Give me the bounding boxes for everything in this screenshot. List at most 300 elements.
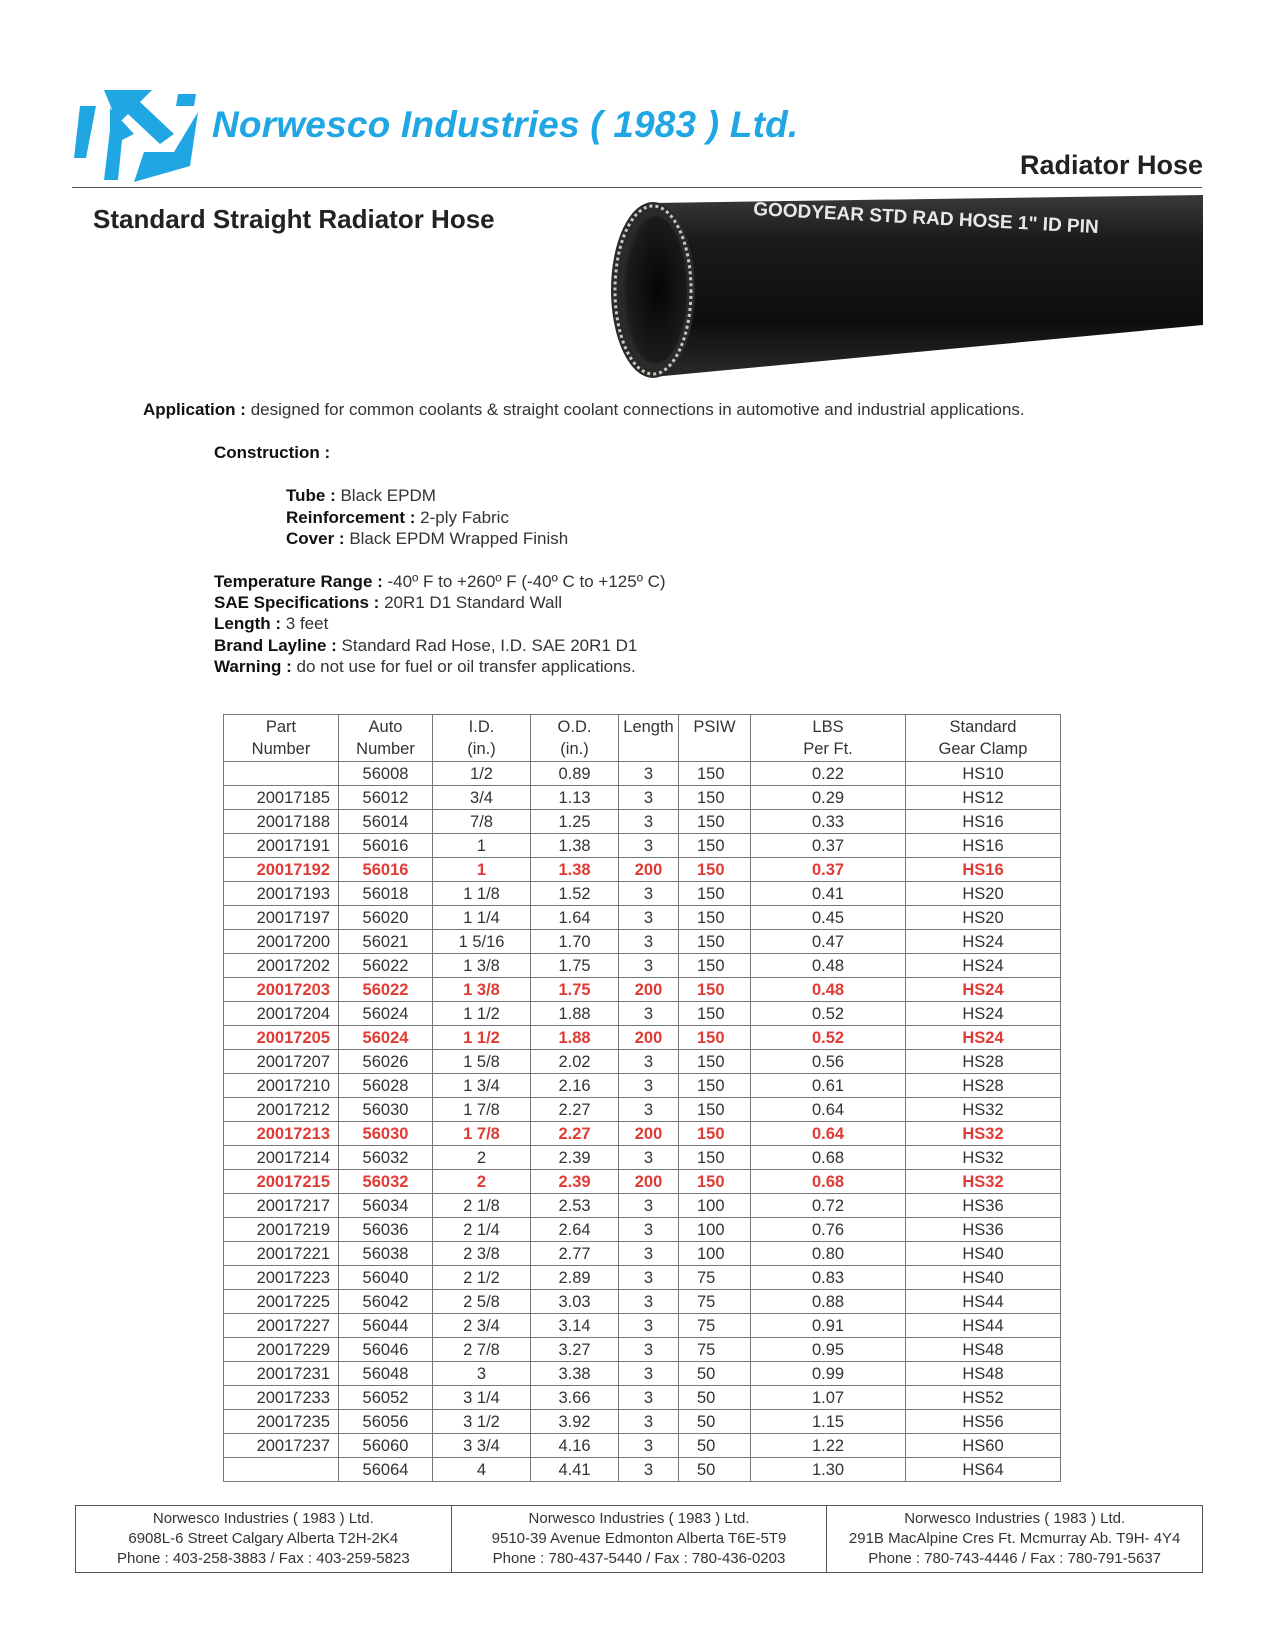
cell-auto-number: 56052 <box>339 1386 433 1410</box>
cell-psiw: 150 <box>679 786 751 810</box>
cell-id: 1/2 <box>433 762 531 786</box>
table-row <box>224 1290 1061 1314</box>
table-row <box>224 1386 1061 1410</box>
cell-id: 3 <box>433 1362 531 1386</box>
cell-gear-clamp: HS44 <box>906 1314 1061 1338</box>
cell-length: 3 <box>619 1074 679 1098</box>
table-row <box>224 906 1061 930</box>
header-gear-clamp: Standard Gear Clamp <box>906 715 1061 762</box>
cell-psiw: 150 <box>679 1002 751 1026</box>
cell-od: 3.38 <box>531 1362 619 1386</box>
cell-part-number: 20017210 <box>224 1074 339 1098</box>
cell-part-number: 20017185 <box>224 786 339 810</box>
cell-lbs-per-ft: 0.29 <box>751 786 906 810</box>
cell-lbs-per-ft: 1.30 <box>751 1458 906 1482</box>
cell-id: 1 1/2 <box>433 1002 531 1026</box>
cell-auto-number: 56048 <box>339 1362 433 1386</box>
footer-address: 6908L-6 Street Calgary Alberta T2H-2K4 <box>128 1530 399 1547</box>
cell-gear-clamp: HS32 <box>906 1146 1061 1170</box>
cell-od: 4.41 <box>531 1458 619 1482</box>
cell-length: 3 <box>619 1458 679 1482</box>
cell-part-number: 20017193 <box>224 882 339 906</box>
cell-psiw: 50 <box>679 1458 751 1482</box>
cell-psiw: 150 <box>679 1026 751 1050</box>
table-row <box>224 978 1061 1002</box>
cell-psiw: 150 <box>679 762 751 786</box>
cell-gear-clamp: HS28 <box>906 1074 1061 1098</box>
footer-address: 9510-39 Avenue Edmonton Alberta T6E-5T9 <box>491 1530 787 1547</box>
temperature-label: Temperature Range : <box>214 572 383 591</box>
cell-psiw: 150 <box>679 930 751 954</box>
cell-part-number: 20017192 <box>224 858 339 882</box>
cell-part-number: 20017237 <box>224 1434 339 1458</box>
cell-auto-number: 56030 <box>339 1098 433 1122</box>
cell-od: 1.70 <box>531 930 619 954</box>
table-row <box>224 1242 1061 1266</box>
cell-lbs-per-ft: 1.07 <box>751 1386 906 1410</box>
cell-part-number: 20017225 <box>224 1290 339 1314</box>
header-id: I.D. (in.) <box>433 715 531 762</box>
cell-id: 3 1/4 <box>433 1386 531 1410</box>
cell-auto-number: 56028 <box>339 1074 433 1098</box>
cell-psiw: 150 <box>679 906 751 930</box>
cell-psiw: 150 <box>679 1170 751 1194</box>
cell-od: 3.92 <box>531 1410 619 1434</box>
cell-part-number: 20017227 <box>224 1314 339 1338</box>
cell-part-number: 20017207 <box>224 1050 339 1074</box>
cell-part-number: 20017221 <box>224 1242 339 1266</box>
cell-gear-clamp: HS24 <box>906 930 1061 954</box>
header-od: O.D. (in.) <box>531 715 619 762</box>
cell-part-number: 20017212 <box>224 1098 339 1122</box>
cell-auto-number: 56026 <box>339 1050 433 1074</box>
cell-gear-clamp: HS36 <box>906 1218 1061 1242</box>
cell-auto-number: 56016 <box>339 834 433 858</box>
cell-lbs-per-ft: 0.64 <box>751 1122 906 1146</box>
cell-length: 3 <box>619 834 679 858</box>
cell-id: 1 3/4 <box>433 1074 531 1098</box>
tube-line <box>286 486 436 506</box>
cell-lbs-per-ft: 0.48 <box>751 954 906 978</box>
cell-length: 3 <box>619 1098 679 1122</box>
reinforcement-label: Reinforcement : <box>286 508 416 527</box>
cell-gear-clamp: HS32 <box>906 1098 1061 1122</box>
tube-label: Tube : <box>286 486 336 505</box>
cell-part-number: 20017219 <box>224 1218 339 1242</box>
header-lbs-per-ft: LBS Per Ft. <box>751 715 906 762</box>
table-row <box>224 882 1061 906</box>
cell-length: 3 <box>619 1146 679 1170</box>
cell-length: 200 <box>619 1026 679 1050</box>
length-line <box>214 614 328 634</box>
application-value: designed for common coolants & straight coolant connections in automotive and industrial applications. <box>250 400 1025 419</box>
table-row <box>224 1338 1061 1362</box>
cell-od: 3.27 <box>531 1338 619 1362</box>
cell-lbs-per-ft: 1.22 <box>751 1434 906 1458</box>
cell-length: 3 <box>619 906 679 930</box>
cell-auto-number: 56038 <box>339 1242 433 1266</box>
cell-gear-clamp: HS40 <box>906 1266 1061 1290</box>
cell-od: 4.16 <box>531 1434 619 1458</box>
cell-od: 2.16 <box>531 1074 619 1098</box>
cell-gear-clamp: HS20 <box>906 882 1061 906</box>
cell-auto-number: 56024 <box>339 1026 433 1050</box>
cell-length: 3 <box>619 1194 679 1218</box>
footer-phone: Phone : 780-743-4446 / Fax : 780-791-5637 <box>868 1550 1162 1567</box>
cell-auto-number: 56030 <box>339 1122 433 1146</box>
product-title: Standard Straight Radiator Hose <box>93 204 495 234</box>
cell-od: 3.66 <box>531 1386 619 1410</box>
cell-length: 200 <box>619 858 679 882</box>
cell-part-number: 20017202 <box>224 954 339 978</box>
cell-id: 1 <box>433 858 531 882</box>
cell-length: 3 <box>619 1266 679 1290</box>
cell-id: 1 5/8 <box>433 1050 531 1074</box>
temperature-line <box>214 572 666 592</box>
warning-label: Warning : <box>214 657 292 676</box>
cell-id: 2 5/8 <box>433 1290 531 1314</box>
cell-lbs-per-ft: 0.91 <box>751 1314 906 1338</box>
table-body <box>224 762 1061 1482</box>
cover-line <box>286 529 568 549</box>
cell-od: 2.53 <box>531 1194 619 1218</box>
cell-lbs-per-ft: 0.72 <box>751 1194 906 1218</box>
cell-id: 3 3/4 <box>433 1434 531 1458</box>
cell-od: 2.64 <box>531 1218 619 1242</box>
cell-psiw: 150 <box>679 978 751 1002</box>
hose-layline: GOODYEAR STD RAD HOSE 1" ID PIN <box>752 199 1100 239</box>
length-value: 3 feet <box>285 614 329 633</box>
cell-lbs-per-ft: 0.52 <box>751 1026 906 1050</box>
cell-id: 1 1/8 <box>433 882 531 906</box>
cell-gear-clamp: HS20 <box>906 906 1061 930</box>
cell-psiw: 150 <box>679 858 751 882</box>
cell-length: 3 <box>619 1314 679 1338</box>
warning-value: do not use for fuel or oil transfer applications. <box>296 657 636 676</box>
table-row <box>224 954 1061 978</box>
cell-gear-clamp: HS16 <box>906 834 1061 858</box>
cell-id: 2 1/8 <box>433 1194 531 1218</box>
cell-id: 1 5/16 <box>433 930 531 954</box>
header-length: Length <box>619 715 679 762</box>
table-row <box>224 834 1061 858</box>
table-row <box>224 1002 1061 1026</box>
table-row <box>224 858 1061 882</box>
cell-length: 3 <box>619 882 679 906</box>
cell-length: 3 <box>619 1290 679 1314</box>
cell-part-number <box>224 762 339 786</box>
cell-gear-clamp: HS48 <box>906 1338 1061 1362</box>
cell-gear-clamp: HS64 <box>906 1458 1061 1482</box>
table-row <box>224 1146 1061 1170</box>
length-label: Length : <box>214 614 282 633</box>
table-row <box>224 762 1061 786</box>
cell-lbs-per-ft: 0.83 <box>751 1266 906 1290</box>
cell-length: 3 <box>619 954 679 978</box>
cell-length: 3 <box>619 1338 679 1362</box>
footer-company-name: Norwesco Industries ( 1983 ) Ltd. <box>152 1510 374 1527</box>
cell-part-number: 20017231 <box>224 1362 339 1386</box>
cell-lbs-per-ft: 0.33 <box>751 810 906 834</box>
cell-od: 1.88 <box>531 1026 619 1050</box>
cell-od: 1.52 <box>531 882 619 906</box>
table-row <box>224 1170 1061 1194</box>
cell-od: 3.03 <box>531 1290 619 1314</box>
cell-auto-number: 56032 <box>339 1170 433 1194</box>
cell-psiw: 75 <box>679 1338 751 1362</box>
cell-auto-number: 56044 <box>339 1314 433 1338</box>
cell-od: 1.38 <box>531 834 619 858</box>
temperature-value: -40º F to +260º F (-40º C to +125º C) <box>387 572 666 591</box>
cell-id: 1 7/8 <box>433 1122 531 1146</box>
cell-auto-number: 56032 <box>339 1146 433 1170</box>
cell-od: 2.02 <box>531 1050 619 1074</box>
cell-lbs-per-ft: 0.68 <box>751 1170 906 1194</box>
tube-value: Black EPDM <box>340 486 436 505</box>
cell-gear-clamp: HS24 <box>906 978 1061 1002</box>
cell-length: 3 <box>619 786 679 810</box>
cell-psiw: 150 <box>679 882 751 906</box>
cell-length: 3 <box>619 1410 679 1434</box>
cell-lbs-per-ft: 0.52 <box>751 1002 906 1026</box>
cell-lbs-per-ft: 0.47 <box>751 930 906 954</box>
cell-id: 2 <box>433 1146 531 1170</box>
table-row <box>224 810 1061 834</box>
cell-lbs-per-ft: 0.99 <box>751 1362 906 1386</box>
cell-gear-clamp: HS36 <box>906 1194 1061 1218</box>
application-line <box>143 400 1025 420</box>
cell-id: 1 3/8 <box>433 954 531 978</box>
cell-lbs-per-ft: 0.48 <box>751 978 906 1002</box>
cell-psiw: 75 <box>679 1266 751 1290</box>
layline-value: Standard Rad Hose, I.D. SAE 20R1 D1 <box>341 636 638 655</box>
cell-psiw: 150 <box>679 834 751 858</box>
company-name: Norwesco Industries ( 1983 ) Ltd. <box>212 104 799 145</box>
cell-part-number: 20017217 <box>224 1194 339 1218</box>
table-row <box>224 1026 1061 1050</box>
cell-length: 3 <box>619 1242 679 1266</box>
cell-id: 2 <box>433 1170 531 1194</box>
cell-length: 3 <box>619 1218 679 1242</box>
cell-gear-clamp: HS16 <box>906 810 1061 834</box>
cell-lbs-per-ft: 0.37 <box>751 858 906 882</box>
cell-auto-number: 56020 <box>339 906 433 930</box>
sae-line <box>214 593 562 613</box>
cell-auto-number: 56046 <box>339 1338 433 1362</box>
cell-gear-clamp: HS24 <box>906 1026 1061 1050</box>
cell-length: 200 <box>619 978 679 1002</box>
table-row <box>224 1362 1061 1386</box>
cell-part-number: 20017214 <box>224 1146 339 1170</box>
cell-part-number <box>224 1458 339 1482</box>
cell-lbs-per-ft: 0.45 <box>751 906 906 930</box>
hose-spec-table <box>223 714 1061 1482</box>
cell-od: 2.39 <box>531 1146 619 1170</box>
cell-part-number: 20017223 <box>224 1266 339 1290</box>
cell-psiw: 75 <box>679 1314 751 1338</box>
cell-length: 200 <box>619 1122 679 1146</box>
cell-id: 1 1/2 <box>433 1026 531 1050</box>
table-row <box>224 1074 1061 1098</box>
cover-label: Cover : <box>286 529 345 548</box>
table-row <box>224 1194 1061 1218</box>
cell-part-number: 20017205 <box>224 1026 339 1050</box>
cell-psiw: 150 <box>679 1074 751 1098</box>
cell-auto-number: 56036 <box>339 1218 433 1242</box>
cell-gear-clamp: HS32 <box>906 1170 1061 1194</box>
cell-auto-number: 56064 <box>339 1458 433 1482</box>
cell-auto-number: 56012 <box>339 786 433 810</box>
cell-id: 1 7/8 <box>433 1098 531 1122</box>
cell-lbs-per-ft: 0.68 <box>751 1146 906 1170</box>
cell-od: 2.39 <box>531 1170 619 1194</box>
cell-length: 3 <box>619 810 679 834</box>
cell-od: 3.14 <box>531 1314 619 1338</box>
header-divider <box>72 187 1202 188</box>
cell-gear-clamp: HS16 <box>906 858 1061 882</box>
cell-length: 3 <box>619 1434 679 1458</box>
cell-part-number: 20017197 <box>224 906 339 930</box>
cell-auto-number: 56024 <box>339 1002 433 1026</box>
cell-psiw: 50 <box>679 1362 751 1386</box>
cell-auto-number: 56018 <box>339 882 433 906</box>
footer-address: 291B MacAlpine Cres Ft. Mcmurray Ab. T9H- 4Y4 <box>848 1530 1181 1547</box>
cell-auto-number: 56014 <box>339 810 433 834</box>
cell-psiw: 100 <box>679 1194 751 1218</box>
cell-length: 3 <box>619 1386 679 1410</box>
layline-label: Brand Layline : <box>214 636 337 655</box>
cell-gear-clamp: HS28 <box>906 1050 1061 1074</box>
section-title: Radiator Hose <box>1019 150 1203 180</box>
hose-image <box>603 195 1203 395</box>
cell-od: 1.75 <box>531 954 619 978</box>
table-row <box>224 1218 1061 1242</box>
cell-gear-clamp: HS10 <box>906 762 1061 786</box>
cell-gear-clamp: HS52 <box>906 1386 1061 1410</box>
cell-lbs-per-ft: 0.22 <box>751 762 906 786</box>
cell-part-number: 20017203 <box>224 978 339 1002</box>
cell-part-number: 20017188 <box>224 810 339 834</box>
cell-od: 1.25 <box>531 810 619 834</box>
cell-gear-clamp: HS60 <box>906 1434 1061 1458</box>
cell-lbs-per-ft: 1.15 <box>751 1410 906 1434</box>
construction-label: Construction : <box>214 443 331 462</box>
cell-auto-number: 56060 <box>339 1434 433 1458</box>
footer-phone: Phone : 403-258-3883 / Fax : 403-259-5823 <box>116 1550 410 1567</box>
cell-od: 1.13 <box>531 786 619 810</box>
table-row <box>224 1050 1061 1074</box>
sae-value: 20R1 D1 Standard Wall <box>384 593 563 612</box>
cell-gear-clamp: HS40 <box>906 1242 1061 1266</box>
cell-psiw: 150 <box>679 810 751 834</box>
cell-od: 2.89 <box>531 1266 619 1290</box>
cell-id: 2 1/2 <box>433 1266 531 1290</box>
cell-id: 2 3/8 <box>433 1242 531 1266</box>
cell-psiw: 75 <box>679 1290 751 1314</box>
cell-part-number: 20017215 <box>224 1170 339 1194</box>
reinforcement-value: 2-ply Fabric <box>420 508 509 527</box>
table-row <box>224 1266 1061 1290</box>
cell-psiw: 150 <box>679 1146 751 1170</box>
footer-company-name: Norwesco Industries ( 1983 ) Ltd. <box>528 1510 750 1527</box>
cell-part-number: 20017235 <box>224 1410 339 1434</box>
construction-line <box>214 443 330 463</box>
cell-part-number: 20017191 <box>224 834 339 858</box>
cell-id: 1 1/4 <box>433 906 531 930</box>
cell-psiw: 100 <box>679 1218 751 1242</box>
cell-auto-number: 56042 <box>339 1290 433 1314</box>
cell-lbs-per-ft: 0.76 <box>751 1218 906 1242</box>
cell-id: 4 <box>433 1458 531 1482</box>
layline-line <box>214 636 637 656</box>
cell-psiw: 150 <box>679 1050 751 1074</box>
cell-part-number: 20017233 <box>224 1386 339 1410</box>
cell-id: 2 3/4 <box>433 1314 531 1338</box>
cell-psiw: 50 <box>679 1410 751 1434</box>
cell-gear-clamp: HS32 <box>906 1122 1061 1146</box>
cover-value: Black EPDM Wrapped Finish <box>349 529 569 548</box>
cell-od: 2.77 <box>531 1242 619 1266</box>
cell-od: 2.27 <box>531 1098 619 1122</box>
cell-lbs-per-ft: 0.41 <box>751 882 906 906</box>
cell-gear-clamp: HS48 <box>906 1362 1061 1386</box>
cell-length: 200 <box>619 1170 679 1194</box>
table-row <box>224 1122 1061 1146</box>
cell-auto-number: 56040 <box>339 1266 433 1290</box>
cell-part-number: 20017213 <box>224 1122 339 1146</box>
table-row <box>224 1434 1061 1458</box>
footer-company-name: Norwesco Industries ( 1983 ) Ltd. <box>904 1510 1126 1527</box>
cell-auto-number: 56016 <box>339 858 433 882</box>
footer-locations <box>75 1505 1203 1573</box>
header-part-number: Part Number <box>224 715 339 762</box>
cell-part-number: 20017200 <box>224 930 339 954</box>
footer-location-fort-mcmurray <box>827 1506 1203 1573</box>
cell-length: 3 <box>619 1050 679 1074</box>
table-header-row <box>224 715 1061 762</box>
application-label: Application : <box>143 400 246 419</box>
footer-phone: Phone : 780-437-5440 / Fax : 780-436-0203 <box>492 1550 786 1567</box>
cell-id: 1 <box>433 834 531 858</box>
cell-lbs-per-ft: 0.95 <box>751 1338 906 1362</box>
cell-od: 1.75 <box>531 978 619 1002</box>
cell-psiw: 150 <box>679 1122 751 1146</box>
reinforcement-line <box>286 508 509 528</box>
cell-id: 3/4 <box>433 786 531 810</box>
cell-id: 7/8 <box>433 810 531 834</box>
cell-od: 2.27 <box>531 1122 619 1146</box>
cell-auto-number: 56034 <box>339 1194 433 1218</box>
cell-part-number: 20017204 <box>224 1002 339 1026</box>
cell-id: 2 1/4 <box>433 1218 531 1242</box>
cell-part-number: 20017229 <box>224 1338 339 1362</box>
cell-length: 3 <box>619 1002 679 1026</box>
header-psiw: PSIW <box>679 715 751 762</box>
cell-length: 3 <box>619 762 679 786</box>
cell-gear-clamp: HS44 <box>906 1290 1061 1314</box>
table-row <box>224 786 1061 810</box>
cell-psiw: 100 <box>679 1242 751 1266</box>
cell-lbs-per-ft: 0.88 <box>751 1290 906 1314</box>
footer-location-calgary <box>76 1506 452 1573</box>
cell-od: 0.89 <box>531 762 619 786</box>
cell-gear-clamp: HS12 <box>906 786 1061 810</box>
cell-auto-number: 56008 <box>339 762 433 786</box>
cell-lbs-per-ft: 0.61 <box>751 1074 906 1098</box>
cell-od: 1.38 <box>531 858 619 882</box>
cell-gear-clamp: HS24 <box>906 954 1061 978</box>
table-row <box>224 1410 1061 1434</box>
